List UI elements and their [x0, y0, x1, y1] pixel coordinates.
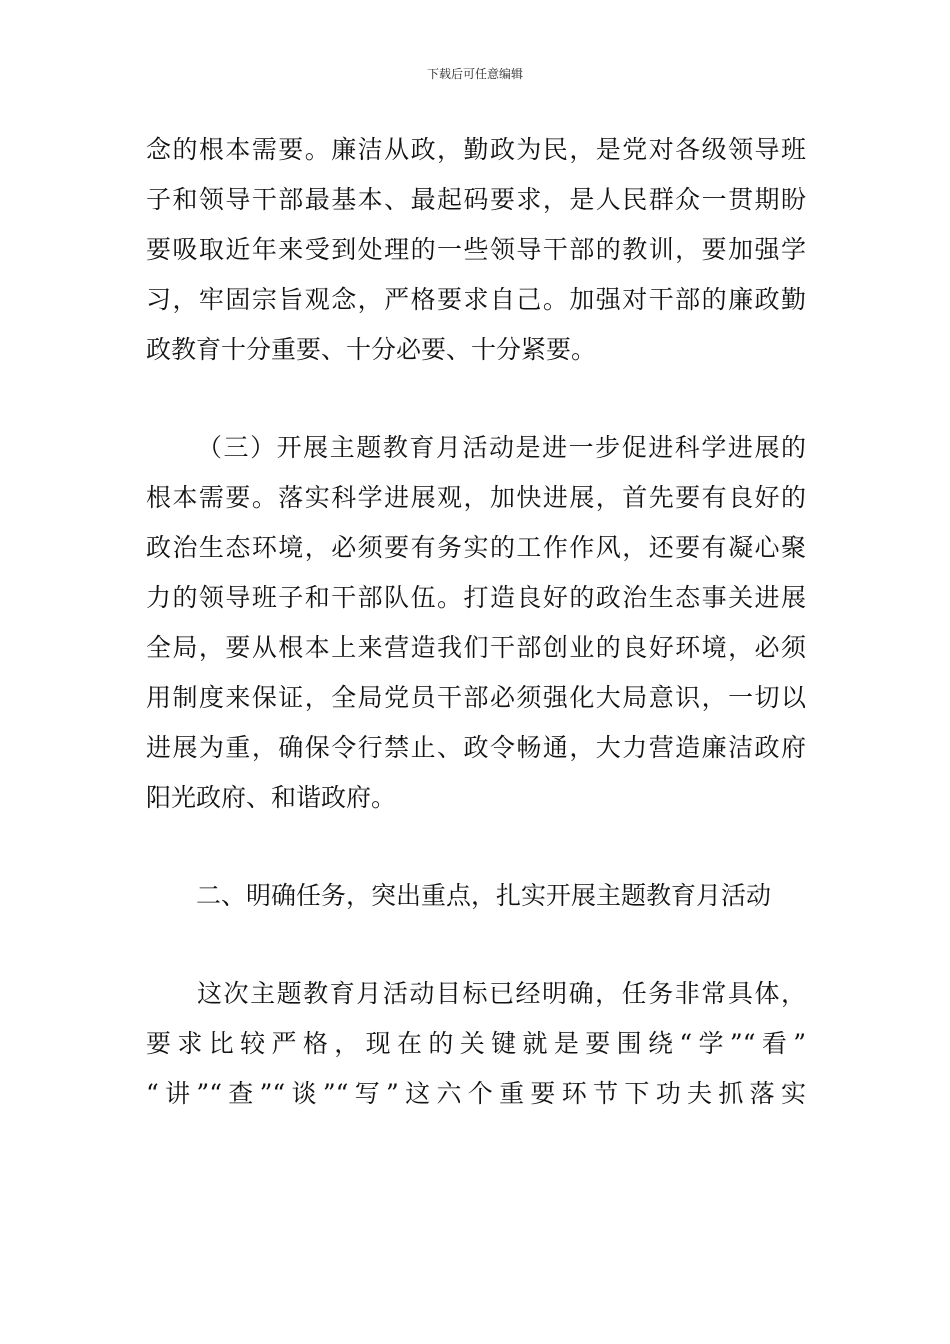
paragraph-3-line-3: “讲”“查”“谈”“写”这六个重要环节下功夫抓落实 — [146, 1079, 806, 1108]
paragraph-1-line-4: 习，牢固宗旨观念，严格要求自己。加强对干部的廉政勤 — [146, 285, 806, 314]
paragraph-2-line-2: 根本需要。落实科学进展观，加快进展，首先要有良好的 — [146, 483, 806, 512]
section-heading: 二、明确任务，突出重点，扎实开展主题教育月活动 — [196, 881, 772, 910]
paragraph-1-line-2: 子和领导干部最基本、最起码要求，是人民群众一贯期盼 — [146, 185, 806, 214]
paragraph-2-line-4: 力的领导班子和干部队伍。打造良好的政治生态事关进展 — [146, 583, 806, 612]
paragraph-2-line-1: （三）开展主题教育月活动是进一步促进科学进展的 — [197, 433, 806, 462]
paragraph-1-line-5: 政教育十分重要、十分必要、十分紧要。 — [146, 335, 597, 364]
paragraph-3-line-2: 要求比较严格，现在的关键就是要围绕“学”“看” — [146, 1029, 806, 1058]
paragraph-1-line-1: 念的根本需要。廉洁从政，勤政为民，是党对各级领导班 — [146, 135, 806, 164]
paragraph-2-line-8: 阳光政府、和谐政府。 — [146, 783, 397, 812]
paragraph-2-line-7: 进展为重，确保令行禁止、政令畅通，大力营造廉洁政府 — [146, 733, 806, 762]
paragraph-1-line-3: 要吸取近年来受到处理的一些领导干部的教训，要加强学 — [146, 235, 806, 264]
paragraph-2-line-6: 用制度来保证，全局党员干部必须强化大局意识，一切以 — [146, 683, 806, 712]
paragraph-3-line-1: 这次主题教育月活动目标已经明确，任务非常具体， — [197, 979, 806, 1008]
paragraph-2-line-5: 全局，要从根本上来营造我们干部创业的良好环境，必须 — [146, 633, 806, 662]
page-header: 下载后可任意编辑 — [426, 67, 523, 81]
paragraph-2-line-3: 政治生态环境，必须要有务实的工作作风，还要有凝心聚 — [146, 533, 806, 562]
